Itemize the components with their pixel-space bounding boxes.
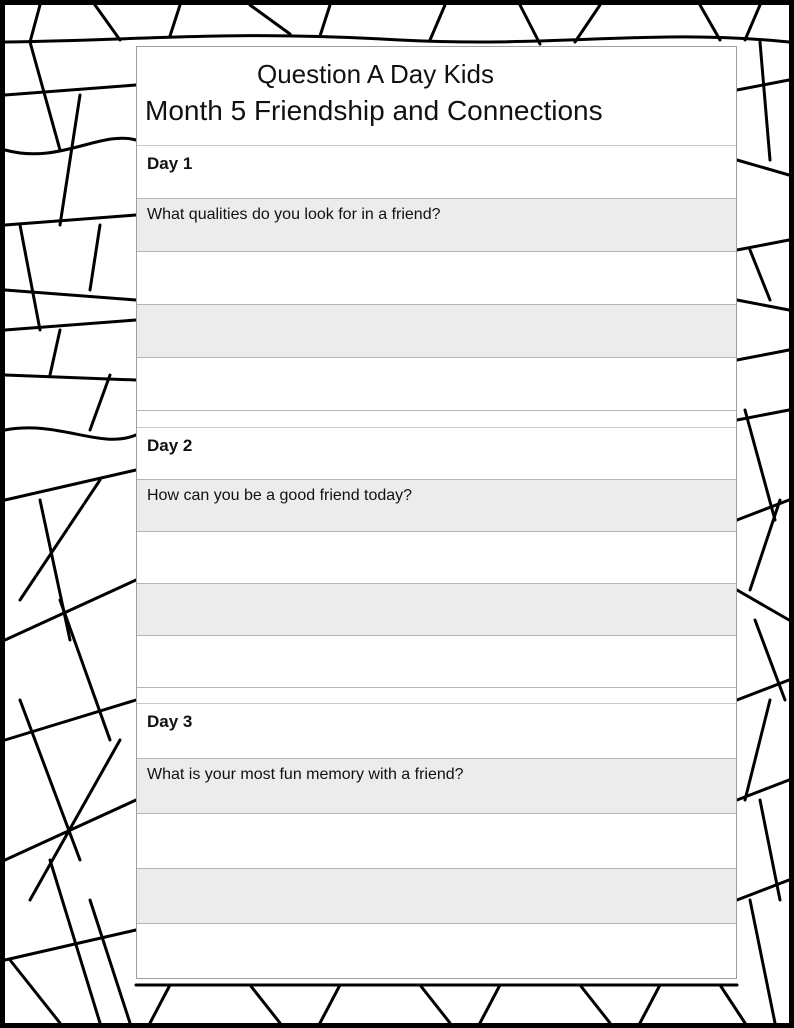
title-block: [137, 47, 736, 145]
day-1-question: What qualities do you look for in a friend?: [147, 206, 441, 223]
day-3-question-row: [137, 758, 736, 813]
day-1-answer-line-3[interactable]: [137, 357, 736, 410]
day-3-answer-line-2[interactable]: [137, 868, 736, 923]
day-2-label: Day 2: [147, 436, 193, 455]
day-2-label-row: [137, 427, 736, 479]
day-2-answer-line-2[interactable]: [137, 583, 736, 635]
day-2-question-row: [137, 479, 736, 531]
page-title: Question A Day Kids: [257, 59, 495, 89]
day-2-question: How can you be a good friend today?: [147, 487, 413, 504]
day-1-label-row: [137, 145, 736, 198]
page-subtitle: Month 5 Friendship and Connections: [145, 95, 603, 126]
day-1-answer-line-1[interactable]: [137, 251, 736, 304]
day-3-answer-line-3[interactable]: [137, 923, 736, 978]
day-3-label-row: [137, 703, 736, 758]
day-2-answer-line-1[interactable]: [137, 531, 736, 583]
day-1-label: Day 1: [147, 154, 193, 173]
day-1-answer-line-2[interactable]: [137, 304, 736, 357]
day-3-question: What is your most fun memory with a friend?: [147, 766, 464, 783]
day-2-answer-line-3[interactable]: [137, 635, 736, 687]
worksheet: [136, 46, 737, 979]
day-3-label: Day 3: [147, 712, 193, 731]
day-1-question-row: [137, 198, 736, 251]
day-2-spacer: [137, 687, 736, 703]
day-1-spacer: [137, 410, 736, 427]
day-3-answer-line-1[interactable]: [137, 813, 736, 868]
